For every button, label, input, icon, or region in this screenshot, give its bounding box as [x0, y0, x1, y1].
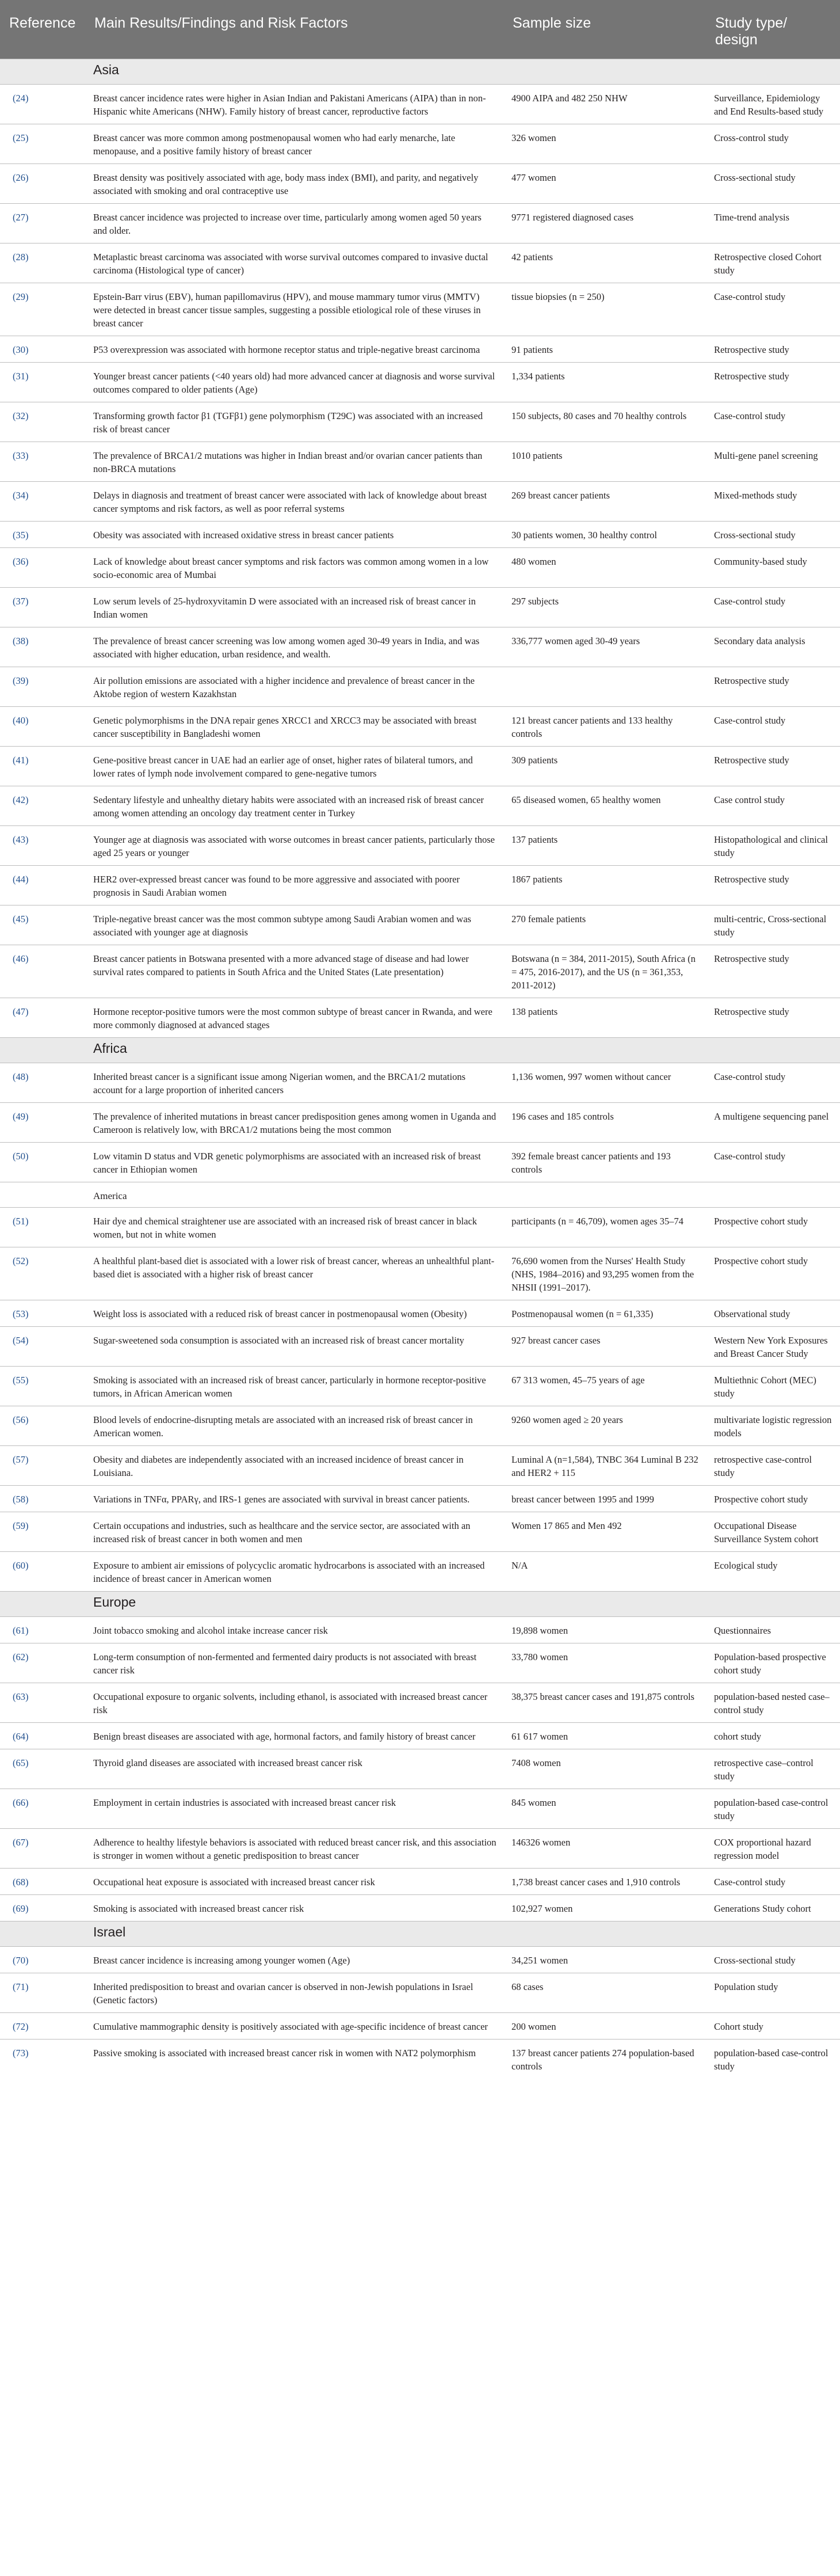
finding-cell: Younger age at diagnosis was associated with worse outcomes in breast cancer patients, particularly those aged 25 years or younger: [85, 826, 503, 866]
study-design-cell: cohort study: [706, 1723, 840, 1749]
reference-link[interactable]: (66): [0, 1789, 85, 1829]
reference-link[interactable]: (45): [0, 905, 85, 945]
table-row: [0, 1723, 840, 1749]
study-design-cell: Cross-sectional study: [706, 1947, 840, 1973]
region-header-spacer: [0, 59, 85, 85]
table-row: [0, 1973, 840, 2013]
sample-size-cell: Postmenopausal women (n = 61,335): [503, 1300, 706, 1327]
table-row: [0, 1247, 840, 1300]
header-findings: Main Results/Findings and Risk Factors: [85, 0, 503, 59]
table-row: [0, 243, 840, 283]
study-design-cell: Retrospective study: [706, 363, 840, 402]
study-design-cell: Western New York Exposures and Breast Cancer Study: [706, 1327, 840, 1367]
study-design-cell: COX proportional hazard regression model: [706, 1829, 840, 1869]
sample-size-cell: 38,375 breast cancer cases and 191,875 controls: [503, 1683, 706, 1723]
table-row: [0, 1446, 840, 1486]
sample-size-cell: 1,738 breast cancer cases and 1,910 controls: [503, 1869, 706, 1895]
sample-size-cell: 30 patients women, 30 healthy control: [503, 522, 706, 548]
table-row: [0, 1327, 840, 1367]
finding-cell: Inherited breast cancer is a significant issue among Nigerian women, and the BRCA1/2 mutations account for a large proportion of inherited cancers: [85, 1063, 503, 1103]
study-design-cell: Case-control study: [706, 707, 840, 747]
finding-cell: HER2 over-expressed breast cancer was found to be more aggressive and associated with poorer prognosis in Saudi Arabian women: [85, 866, 503, 905]
reference-link[interactable]: (64): [0, 1723, 85, 1749]
sample-size-cell: 33,780 women: [503, 1643, 706, 1683]
sample-size-cell: 65 diseased women, 65 healthy women: [503, 786, 706, 826]
table-row: [0, 786, 840, 826]
sample-size-cell: 1010 patients: [503, 442, 706, 482]
table-row: [0, 945, 840, 998]
study-design-cell: Secondary data analysis: [706, 627, 840, 667]
study-design-cell: Multiethnic Cohort (MEC) study: [706, 1367, 840, 1406]
header-sample-size: Sample size: [503, 0, 706, 59]
table-row: [0, 442, 840, 482]
table-row: [0, 124, 840, 164]
reference-link[interactable]: (48): [0, 1063, 85, 1103]
sample-size-cell: 196 cases and 185 controls: [503, 1103, 706, 1143]
reference-link[interactable]: (42): [0, 786, 85, 826]
finding-cell: Exposure to ambient air emissions of polycyclic aromatic hydrocarbons is associated with an increased incidence of breast cancer in American women: [85, 1552, 503, 1592]
study-design-cell: Retrospective study: [706, 336, 840, 363]
sample-size-cell: [503, 667, 706, 707]
sample-size-cell: Women 17 865 and Men 492: [503, 1512, 706, 1552]
table-row: [0, 1869, 840, 1895]
study-design-cell: Retrospective study: [706, 998, 840, 1038]
finding-cell: Epstein-Barr virus (EBV), human papillomavirus (HPV), and mouse mammary tumor virus (MMTV) were detected in breast cancer tissue samples, suggesting a possible etiological role of these viruses in breast cancer: [85, 283, 503, 336]
finding-cell: Sugar-sweetened soda consumption is associated with an increased risk of breast cancer mortality: [85, 1327, 503, 1367]
table-row: [0, 402, 840, 442]
sample-size-cell: Luminal A (n=1,584), TNBC 364 Luminal B 232 and HER2 + 115: [503, 1446, 706, 1486]
sample-size-cell: 927 breast cancer cases: [503, 1327, 706, 1367]
study-design-cell: Retrospective study: [706, 747, 840, 786]
finding-cell: Variations in TNFα, PPARγ, and IRS-1 genes are associated with survival in breast cancer patients.: [85, 1486, 503, 1512]
study-design-cell: Prospective cohort study: [706, 1208, 840, 1247]
table-row: [0, 1300, 840, 1327]
reference-link[interactable]: (57): [0, 1446, 85, 1486]
sample-size-cell: 1,136 women, 997 women without cancer: [503, 1063, 706, 1103]
study-design-cell: Questionnaires: [706, 1617, 840, 1643]
reference-link[interactable]: (27): [0, 204, 85, 243]
reference-link[interactable]: (68): [0, 1869, 85, 1895]
finding-cell: Hair dye and chemical straightener use are associated with an increased risk of breast cancer in black women, but not in white women: [85, 1208, 503, 1247]
sample-size-cell: 269 breast cancer patients: [503, 482, 706, 522]
reference-link[interactable]: (43): [0, 826, 85, 866]
region-title: Africa: [85, 1038, 840, 1063]
table-row: [0, 588, 840, 627]
header-row: [0, 0, 840, 59]
finding-cell: The prevalence of breast cancer screening was low among women aged 30-49 years in India, and was associated with higher education, urban residence, and wealth.: [85, 627, 503, 667]
finding-cell: Hormone receptor-positive tumors were the most common subtype of breast cancer in Rwanda, and were more commonly diagnosed at advanced stages: [85, 998, 503, 1038]
region-header-israel: [0, 1921, 840, 1947]
finding-cell: Younger breast cancer patients (<40 years old) had more advanced cancer at diagnosis and worse survival outcomes compared to older patients (Age): [85, 363, 503, 402]
table-row: [0, 522, 840, 548]
finding-cell: Sedentary lifestyle and unhealthy dietary habits were associated with an increased risk of breast cancer among women attending an oncology day treatment center in Turkey: [85, 786, 503, 826]
study-design-cell: multi-centric, Cross-sectional study: [706, 905, 840, 945]
finding-cell: Genetic polymorphisms in the DNA repair genes XRCC1 and XRCC3 may be associated with breast cancer susceptibility in Bangladeshi women: [85, 707, 503, 747]
table-row: [0, 667, 840, 707]
reference-link[interactable]: (51): [0, 1208, 85, 1247]
region-header-spacer: [0, 1592, 85, 1617]
finding-cell: Blood levels of endocrine-disrupting metals are associated with an increased risk of breast cancer in American women.: [85, 1406, 503, 1446]
reference-link[interactable]: (61): [0, 1617, 85, 1643]
table-row: [0, 1367, 840, 1406]
finding-cell: Benign breast diseases are associated with age, hormonal factors, and family history of breast cancer: [85, 1723, 503, 1749]
table-row: [0, 826, 840, 866]
reference-link[interactable]: (41): [0, 747, 85, 786]
sample-size-cell: 845 women: [503, 1789, 706, 1829]
table-row: [0, 1512, 840, 1552]
study-design-cell: Multi-gene panel screening: [706, 442, 840, 482]
reference-link[interactable]: (40): [0, 707, 85, 747]
table-row: [0, 1143, 840, 1182]
finding-cell: Obesity and diabetes are independently associated with an increased incidence of breast cancer in Louisiana.: [85, 1446, 503, 1486]
study-design-cell: Case-control study: [706, 1063, 840, 1103]
study-design-cell: multivariate logistic regression models: [706, 1406, 840, 1446]
sample-size-cell: 42 patients: [503, 243, 706, 283]
reference-link[interactable]: (58): [0, 1486, 85, 1512]
region-header-spacer: [0, 1182, 85, 1208]
sample-size-cell: 270 female patients: [503, 905, 706, 945]
study-design-cell: population-based case-control study: [706, 1789, 840, 1829]
reference-link[interactable]: (33): [0, 442, 85, 482]
finding-cell: Breast cancer incidence is increasing among younger women (Age): [85, 1947, 503, 1973]
sample-size-cell: 4900 AIPA and 482 250 NHW: [503, 85, 706, 124]
finding-cell: Occupational heat exposure is associated with increased breast cancer risk: [85, 1869, 503, 1895]
sample-size-cell: 34,251 women: [503, 1947, 706, 1973]
finding-cell: Breast cancer incidence was projected to increase over time, particularly among women aged 50 years and older.: [85, 204, 503, 243]
study-design-cell: Community-based study: [706, 548, 840, 588]
study-design-cell: Cohort study: [706, 2013, 840, 2040]
finding-cell: Low serum levels of 25-hydroxyvitamin D were associated with an increased risk of breast cancer in Indian women: [85, 588, 503, 627]
finding-cell: Breast cancer incidence rates were higher in Asian Indian and Pakistani Americans (AIPA) than in non-Hispanic white Americans (NHW). Family history of breast cancer, reproductive factors: [85, 85, 503, 124]
sample-size-cell: 67 313 women, 45–75 years of age: [503, 1367, 706, 1406]
sample-size-cell: breast cancer between 1995 and 1999: [503, 1486, 706, 1512]
reference-link[interactable]: (47): [0, 998, 85, 1038]
study-design-cell: Case-control study: [706, 588, 840, 627]
reference-link[interactable]: (50): [0, 1143, 85, 1182]
table-row: [0, 866, 840, 905]
reference-link[interactable]: (63): [0, 1683, 85, 1723]
reference-link[interactable]: (34): [0, 482, 85, 522]
study-design-cell: Retrospective study: [706, 945, 840, 998]
sample-size-cell: 138 patients: [503, 998, 706, 1038]
finding-cell: Breast density was positively associated with age, body mass index (BMI), and parity, and negatively associated with smoking and oral contraceptive use: [85, 164, 503, 204]
table-row: [0, 548, 840, 588]
reference-link[interactable]: (24): [0, 85, 85, 124]
finding-cell: The prevalence of BRCA1/2 mutations was higher in Indian breast and/or ovarian cancer patients than non-BRCA mutations: [85, 442, 503, 482]
study-design-cell: Histopathological and clinical study: [706, 826, 840, 866]
finding-cell: Delays in diagnosis and treatment of breast cancer were associated with lack of knowledge about breast cancer symptoms and risk factors, as well as poor referral systems: [85, 482, 503, 522]
sample-size-cell: 477 women: [503, 164, 706, 204]
sample-size-cell: 7408 women: [503, 1749, 706, 1789]
reference-link[interactable]: (39): [0, 667, 85, 707]
sample-size-cell: 336,777 women aged 30-49 years: [503, 627, 706, 667]
table-row: [0, 1947, 840, 1973]
table-row: [0, 747, 840, 786]
table-row: [0, 707, 840, 747]
study-design-cell: Mixed-methods study: [706, 482, 840, 522]
sample-size-cell: 9771 registered diagnosed cases: [503, 204, 706, 243]
header-study-design: Study type/ design: [706, 0, 840, 59]
reference-link[interactable]: (38): [0, 627, 85, 667]
sample-size-cell: 61 617 women: [503, 1723, 706, 1749]
reference-link[interactable]: (35): [0, 522, 85, 548]
study-design-cell: Cross-sectional study: [706, 522, 840, 548]
table-row: [0, 2013, 840, 2040]
study-design-cell: A multigene sequencing panel: [706, 1103, 840, 1143]
region-header-spacer: [0, 1921, 85, 1947]
study-design-cell: Prospective cohort study: [706, 1486, 840, 1512]
table-row: [0, 1829, 840, 1869]
header-reference: Reference: [0, 0, 85, 59]
sample-size-cell: 9260 women aged ≥ 20 years: [503, 1406, 706, 1446]
finding-cell: Low vitamin D status and VDR genetic polymorphisms are associated with an increased risk of breast cancer in Ethiopian women: [85, 1143, 503, 1182]
finding-cell: P53 overexpression was associated with hormone receptor status and triple-negative breast carcinoma: [85, 336, 503, 363]
table-row: [0, 998, 840, 1038]
table-row: [0, 336, 840, 363]
table-row: [0, 1208, 840, 1247]
reference-link[interactable]: (31): [0, 363, 85, 402]
reference-link[interactable]: (25): [0, 124, 85, 164]
region-header-europe: [0, 1592, 840, 1617]
region-title: Europe: [85, 1592, 840, 1617]
sample-size-cell: N/A: [503, 1552, 706, 1592]
table-row: [0, 2040, 840, 2079]
reference-link[interactable]: (71): [0, 1973, 85, 2013]
sample-size-cell: 326 women: [503, 124, 706, 164]
reference-link[interactable]: (44): [0, 866, 85, 905]
sample-size-cell: 68 cases: [503, 1973, 706, 2013]
reference-link[interactable]: (53): [0, 1300, 85, 1327]
sample-size-cell: participants (n = 46,709), women ages 35–74: [503, 1208, 706, 1247]
study-design-cell: retrospective case–control study: [706, 1749, 840, 1789]
sample-size-cell: 121 breast cancer patients and 133 healthy controls: [503, 707, 706, 747]
finding-cell: Certain occupations and industries, such as healthcare and the service sector, are associated with an increased risk of breast cancer in both women and men: [85, 1512, 503, 1552]
study-design-cell: Surveillance, Epidemiology and End Results-based study: [706, 85, 840, 124]
study-design-cell: Observational study: [706, 1300, 840, 1327]
finding-cell: Long-term consumption of non-fermented and fermented dairy products is not associated with breast cancer risk: [85, 1643, 503, 1683]
reference-link[interactable]: (55): [0, 1367, 85, 1406]
reference-link[interactable]: (49): [0, 1103, 85, 1143]
reference-link[interactable]: (29): [0, 283, 85, 336]
region-title: Israel: [85, 1921, 840, 1947]
sample-size-cell: Botswana (n = 384, 2011-2015), South Africa (n = 475, 2016-2017), and the US (n = 361,353, 2011-2012): [503, 945, 706, 998]
table-row: [0, 1683, 840, 1723]
sample-size-cell: 309 patients: [503, 747, 706, 786]
study-design-cell: Retrospective study: [706, 667, 840, 707]
finding-cell: Adherence to healthy lifestyle behaviors is associated with reduced breast cancer risk, and this association is stronger in women without a genetic predisposition to breast cancer: [85, 1829, 503, 1869]
sample-size-cell: 1,334 patients: [503, 363, 706, 402]
sample-size-cell: 76,690 women from the Nurses' Health Study (NHS, 1984–2016) and 93,295 women from the NHSII (1991–2017).: [503, 1247, 706, 1300]
sample-size-cell: 200 women: [503, 2013, 706, 2040]
reference-link[interactable]: (54): [0, 1327, 85, 1367]
region-header-asia: [0, 59, 840, 85]
table-row: [0, 85, 840, 124]
reference-link[interactable]: (73): [0, 2040, 85, 2079]
study-design-cell: Cross-sectional study: [706, 164, 840, 204]
finding-cell: Breast cancer patients in Botswana presented with a more advanced stage of disease and had lower survival rates compared to patients in South Africa and the United States (Late presentation): [85, 945, 503, 998]
study-design-cell: Case-control study: [706, 402, 840, 442]
study-design-cell: population-based case-control study: [706, 2040, 840, 2079]
table-row: [0, 1486, 840, 1512]
finding-cell: Transforming growth factor β1 (TGFβ1) gene polymorphism (T29C) was associated with an increased risk of breast cancer: [85, 402, 503, 442]
study-design-cell: Case-control study: [706, 1143, 840, 1182]
finding-cell: Gene-positive breast cancer in UAE had an earlier age of onset, higher rates of bilateral tumors, and lower rates of lymph node involvement compared to gene-negative tumors: [85, 747, 503, 786]
reference-link[interactable]: (65): [0, 1749, 85, 1789]
reference-link[interactable]: (69): [0, 1895, 85, 1921]
study-design-cell: population-based nested case–control study: [706, 1683, 840, 1723]
table-row: [0, 1103, 840, 1143]
reference-link[interactable]: (60): [0, 1552, 85, 1592]
table-row: [0, 204, 840, 243]
finding-cell: Thyroid gland diseases are associated with increased breast cancer risk: [85, 1749, 503, 1789]
table-row: [0, 1063, 840, 1103]
finding-cell: Inherited predisposition to breast and ovarian cancer is observed in non-Jewish populations in Israel (Genetic factors): [85, 1973, 503, 2013]
reference-link[interactable]: (70): [0, 1947, 85, 1973]
region-header-spacer: [0, 1038, 85, 1063]
reference-link[interactable]: (67): [0, 1829, 85, 1869]
finding-cell: Weight loss is associated with a reduced risk of breast cancer in postmenopausal women (Obesity): [85, 1300, 503, 1327]
sample-size-cell: tissue biopsies (n = 250): [503, 283, 706, 336]
table-row: [0, 905, 840, 945]
finding-cell: Cumulative mammographic density is positively associated with age-specific incidence of breast cancer: [85, 2013, 503, 2040]
study-design-cell: Case-control study: [706, 283, 840, 336]
study-design-cell: Prospective cohort study: [706, 1247, 840, 1300]
study-design-cell: Retrospective study: [706, 866, 840, 905]
region-header-africa: [0, 1038, 840, 1063]
sample-size-cell: 102,927 women: [503, 1895, 706, 1921]
reference-link[interactable]: (52): [0, 1247, 85, 1300]
table-body: [0, 59, 840, 2079]
sample-size-cell: 146326 women: [503, 1829, 706, 1869]
reference-link[interactable]: (32): [0, 402, 85, 442]
table-row: [0, 283, 840, 336]
region-header-america: [0, 1182, 840, 1208]
study-design-cell: Ecological study: [706, 1552, 840, 1592]
table-row: [0, 1895, 840, 1921]
reference-link[interactable]: (36): [0, 548, 85, 588]
region-title: Asia: [85, 59, 840, 85]
study-design-cell: Population-based prospective cohort study: [706, 1643, 840, 1683]
study-design-cell: Time-trend analysis: [706, 204, 840, 243]
reference-link[interactable]: (62): [0, 1643, 85, 1683]
reference-link[interactable]: (72): [0, 2013, 85, 2040]
sample-size-cell: 91 patients: [503, 336, 706, 363]
finding-cell: Breast cancer was more common among postmenopausal women who had early menarche, late menopause, and a positive family history of breast cancer: [85, 124, 503, 164]
reference-link[interactable]: (59): [0, 1512, 85, 1552]
sample-size-cell: 480 women: [503, 548, 706, 588]
finding-cell: Obesity was associated with increased oxidative stress in breast cancer patients: [85, 522, 503, 548]
sample-size-cell: 137 patients: [503, 826, 706, 866]
reference-link[interactable]: (30): [0, 336, 85, 363]
finding-cell: Employment in certain industries is associated with increased breast cancer risk: [85, 1789, 503, 1829]
region-title: America: [85, 1182, 840, 1208]
table-row: [0, 1749, 840, 1789]
finding-cell: Smoking is associated with increased breast cancer risk: [85, 1895, 503, 1921]
finding-cell: Occupational exposure to organic solvents, including ethanol, is associated with increased breast cancer risk: [85, 1683, 503, 1723]
study-design-cell: Cross-control study: [706, 124, 840, 164]
table-row: [0, 627, 840, 667]
reference-link[interactable]: (46): [0, 945, 85, 998]
sample-size-cell: 297 subjects: [503, 588, 706, 627]
sample-size-cell: 19,898 women: [503, 1617, 706, 1643]
finding-cell: Smoking is associated with an increased risk of breast cancer, particularly in hormone receptor-positive tumors, in African American women: [85, 1367, 503, 1406]
table-row: [0, 1643, 840, 1683]
study-design-cell: Generations Study cohort: [706, 1895, 840, 1921]
finding-cell: Triple-negative breast cancer was the most common subtype among Saudi Arabian women and was associated with younger age at diagnosis: [85, 905, 503, 945]
reference-link[interactable]: (56): [0, 1406, 85, 1446]
study-design-cell: retrospective case-control study: [706, 1446, 840, 1486]
study-design-cell: Case-control study: [706, 1869, 840, 1895]
table-row: [0, 1789, 840, 1829]
finding-cell: Passive smoking is associated with increased breast cancer risk in women with NAT2 polymorphism: [85, 2040, 503, 2079]
finding-cell: A healthful plant-based diet is associated with a lower risk of breast cancer, whereas an unhealthful plant-based diet is associated with a higher risk of breast cancer: [85, 1247, 503, 1300]
table-row: [0, 1552, 840, 1592]
table-row: [0, 164, 840, 204]
finding-cell: Metaplastic breast carcinoma was associated with worse survival outcomes compared to invasive ductal carcinoma (Histological type of cancer): [85, 243, 503, 283]
finding-cell: Air pollution emissions are associated with a higher incidence and prevalence of breast cancer in the Aktobe region of western Kazakhstan: [85, 667, 503, 707]
sample-size-cell: 1867 patients: [503, 866, 706, 905]
table-row: [0, 1406, 840, 1446]
study-design-cell: Retrospective closed Cohort study: [706, 243, 840, 283]
reference-link[interactable]: (37): [0, 588, 85, 627]
sample-size-cell: 137 breast cancer patients 274 population-based controls: [503, 2040, 706, 2079]
reference-link[interactable]: (26): [0, 164, 85, 204]
sample-size-cell: 392 female breast cancer patients and 193 controls: [503, 1143, 706, 1182]
finding-cell: Joint tobacco smoking and alcohol intake increase cancer risk: [85, 1617, 503, 1643]
reference-link[interactable]: (28): [0, 243, 85, 283]
table-row: [0, 363, 840, 402]
sample-size-cell: 150 subjects, 80 cases and 70 healthy controls: [503, 402, 706, 442]
finding-cell: Lack of knowledge about breast cancer symptoms and risk factors was common among women in a low socio-economic area of Mumbai: [85, 548, 503, 588]
finding-cell: The prevalence of inherited mutations in breast cancer predisposition genes among women in Uganda and Cameroon is relatively low, with BRCA1/2 mutations being the most common: [85, 1103, 503, 1143]
study-design-cell: Population study: [706, 1973, 840, 2013]
study-design-cell: Occupational Disease Surveillance System cohort: [706, 1512, 840, 1552]
table-row: [0, 482, 840, 522]
table-row: [0, 1617, 840, 1643]
study-design-cell: Case control study: [706, 786, 840, 826]
